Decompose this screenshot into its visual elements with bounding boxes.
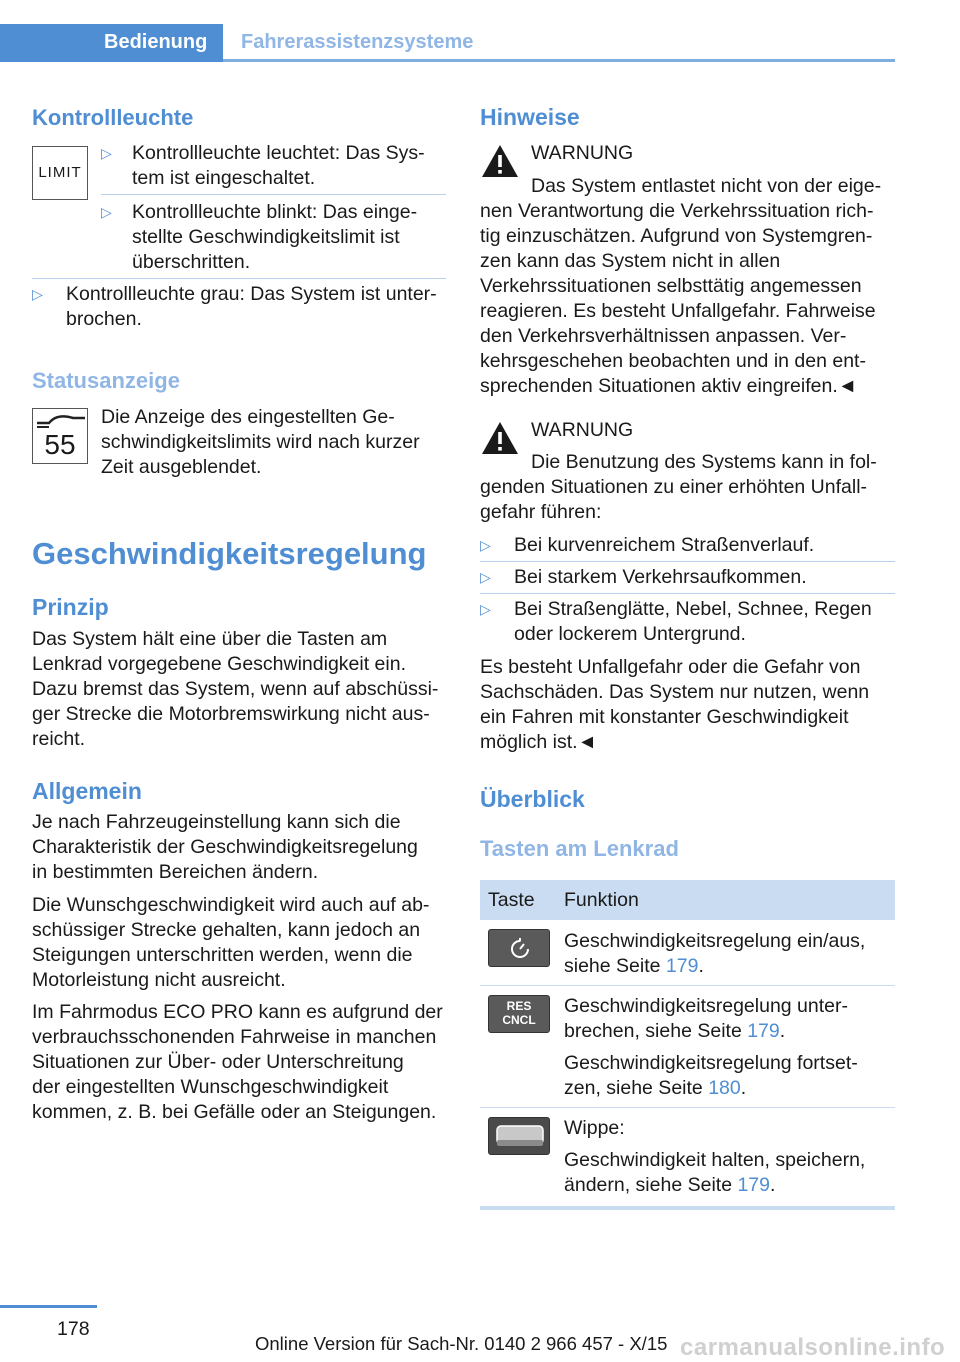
text-line: Die Anzeige des eingestellten Ge- [101,406,395,428]
text-line: Lenkrad vorgegebene Geschwindigkeit ein. [32,653,406,675]
text-segment: . [698,955,704,977]
divider [480,593,895,594]
warning-label: WARNUNG [531,142,634,164]
allgemein-paragraph-2 [32,893,452,993]
text-segment: . [779,1020,786,1042]
text-line: den Verkehrsverhältnissen anpassen. Ver- [480,325,847,347]
triangle-bullet-icon: ▷ [32,286,43,302]
bullet-line: Bei starkem Verkehrsaufkommen. [514,566,807,588]
text-line: Geschwindigkeitsregelung unter- [564,995,848,1017]
divider [480,561,895,562]
button-label: CNCL [502,1013,536,1027]
text-line: ger Strecke die Motorbremswirkung nicht aus- [32,703,430,725]
prinzip-heading: Prinzip [32,594,109,620]
column-header-funktion: Funktion [564,889,639,911]
text-line: Dazu bremst das System, wenn auf abschüssi- [32,678,439,700]
text-line [564,1173,894,1198]
text-line: tig einzuschätzen. Aufgrund von Systemgren- [480,225,873,247]
triangle-bullet-icon: ▷ [101,145,112,161]
text-line [564,954,894,979]
page-link[interactable]: 179 [737,1174,770,1196]
text-line: Geschwindigkeitsregelung fortset- [564,1052,858,1074]
hinweise-heading: Hinweise [480,104,580,130]
bullet-line: brochen. [66,308,142,330]
text-line: reagieren. Es besteht Unfallgefahr. Fahrweise [480,300,876,322]
text-line: Das System entlastet nicht von der eige- [531,175,882,197]
text-line: Situationen zur Über- oder Unterschreitung [32,1051,404,1073]
table-row [564,929,894,979]
text-segment: ändern, siehe Seite [564,1174,738,1196]
text-line: sprechenden Situationen aktiv eingreifen.◄ [480,375,858,397]
text-line: Zeit ausgeblendet. [101,456,262,478]
text-line: in bestimmten Bereichen ändern. [32,861,319,883]
text-line: Geschwindigkeitsregelung ein/aus, [564,930,866,952]
text-segment: . [770,1174,776,1196]
triangle-bullet-icon: ▷ [101,204,112,220]
rocker-switch-icon [488,1117,550,1155]
allgemein-heading: Allgemein [32,778,142,804]
section-tab[interactable]: Bedienung [0,24,223,62]
header-divider [223,59,895,62]
warning-label: WARNUNG [531,419,634,441]
chapter-tab[interactable]: Fahrerassistenzsysteme [241,31,474,53]
list-item [480,565,895,590]
table-divider [480,1107,895,1108]
text-line: Die Wunschgeschwindigkeit wird auch auf ab- [32,894,430,916]
ueberblick-heading: Überblick [480,786,585,812]
text-line: Im Fahrmodus ECO PRO kann es aufgrund der [32,1001,443,1023]
table-header [480,880,895,920]
text-line: Motorleistung nicht ausreicht. [32,969,286,991]
status-text [101,405,451,480]
table-row [564,994,894,1101]
text-segment: zen, siehe Seite [564,1077,709,1099]
bullet-line: Kontrollleuchte blinkt: Das einge- [132,201,418,223]
kontrollleuchte-heading: Kontrollleuchte [32,105,194,130]
triangle-bullet-icon: ▷ [480,569,491,585]
speed-control-icon [488,929,550,967]
page-link[interactable]: 179 [747,1020,780,1042]
statusanzeige-heading: Statusanzeige [32,368,180,393]
text-line: Es besteht Unfallgefahr oder die Gefahr von [480,656,861,678]
text-line: reicht. [32,728,86,750]
divider [32,278,446,279]
warning-triangle-icon [480,420,520,456]
text-line: der eingestellten Wunschgeschwindigkeit [32,1076,389,1098]
text-line: Je nach Fahrzeugeinstellung kann sich die [32,811,401,833]
text-line: nen Verantwortung die Verkehrssituation rich- [480,200,874,222]
warning-2-after [480,655,900,755]
text-line: Steigungen unterschritten werden, wenn die [32,944,413,966]
list-item [480,533,895,558]
text-line: kommen, z. B. bei Gefälle oder an Steigungen. [32,1101,437,1123]
table-bottom-border [480,1206,895,1210]
rocker-icon [489,1118,551,1156]
table-row [564,1116,894,1198]
prinzip-paragraph [32,627,452,752]
text-line: Die Benutzung des Systems kann in fol- [531,451,877,473]
res-cncl-icon [488,995,550,1033]
speed-limit-value: 55 [44,429,76,460]
text-line: Wippe: [564,1117,625,1139]
tasten-heading: Tasten am Lenkrad [480,836,679,861]
bullet-line: oder lockerem Untergrund. [514,623,746,645]
triangle-bullet-icon: ▷ [480,601,491,617]
footer-divider [0,1305,97,1308]
list-item [480,597,895,647]
text-segment: . [740,1077,747,1099]
text-line: Sachschäden. Das System nur nutzen, wenn [480,681,870,703]
table-divider [480,985,895,986]
warning-triangle-icon [480,143,520,179]
speedometer-icon [489,930,551,968]
page-number: 178 [57,1318,90,1340]
text-line: schüssiger Strecke gehalten, kann jedoch an [32,919,421,941]
column-header-taste: Taste [488,889,535,911]
bullet-line: Bei kurvenreichem Straßenverlauf. [514,534,815,556]
allgemein-paragraph-3 [32,1000,457,1125]
warning-2-text [480,475,900,525]
list-item [101,200,451,275]
page-title: Geschwindigkeitsregelung [32,536,427,571]
bullet-line: Bei Straßenglätte, Nebel, Schnee, Regen [514,598,872,620]
text-line: verbrauchsschonenden Fahrweise in manchen [32,1026,437,1048]
text-line [564,1019,894,1044]
page-link[interactable]: 180 [708,1077,741,1099]
spacer [564,1141,894,1148]
text-line: schwindigkeitslimits wird nach kurzer [101,431,420,453]
text-line: Geschwindigkeit halten, speichern, [564,1149,866,1171]
text-line [564,1076,894,1101]
button-label: RES [506,999,532,1013]
spacer [564,1044,894,1051]
text-line: ein Fahren mit konstanter Geschwindigkeit [480,706,849,728]
list-item [101,141,451,191]
bullet-text [480,597,895,647]
text-line: genden Situationen zu einer erhöhten Unfall- [480,476,868,498]
footer-text: Online Version für Sach-Nr. 0140 2 966 457 - X/15 [255,1333,668,1354]
text-segment: siehe Seite [564,955,666,977]
limit-indicator-icon: LIMIT [32,146,88,200]
divider [101,194,446,195]
triangle-bullet-icon: ▷ [480,537,491,553]
allgemein-paragraph-1 [32,810,452,885]
list-item [32,282,452,332]
bullet-line: stellte Geschwindigkeitslimit ist [132,226,400,248]
bullet-line: tem ist eingeschaltet. [132,167,316,189]
text-line: Verkehrssituationen selbsttätig angemessen [480,275,862,297]
text-line: gefahr führen: [480,501,602,523]
watermark: carmanualsonline.info [680,1334,946,1361]
text-line: Charakteristik der Geschwindigkeitsregelung [32,836,418,858]
text-line: Das System hält eine über die Tasten am [32,628,388,650]
page-header [0,0,960,62]
text-line: zen kann das System nicht in allen [480,250,781,272]
text-line: kehrsgeschehen beobachten und in den ent- [480,350,866,372]
speed-limit-status-icon [32,408,88,464]
bullet-line: Kontrollleuchte grau: Das System ist unter- [66,283,437,305]
text-segment: brechen, siehe Seite [564,1020,748,1042]
text-line: möglich ist.◄ [480,731,597,753]
warning-1-text [480,199,900,399]
bullet-line: Kontrollleuchte leuchtet: Das Sys- [132,142,425,164]
page-link[interactable]: 179 [665,955,699,977]
bullet-line: überschritten. [132,251,251,273]
